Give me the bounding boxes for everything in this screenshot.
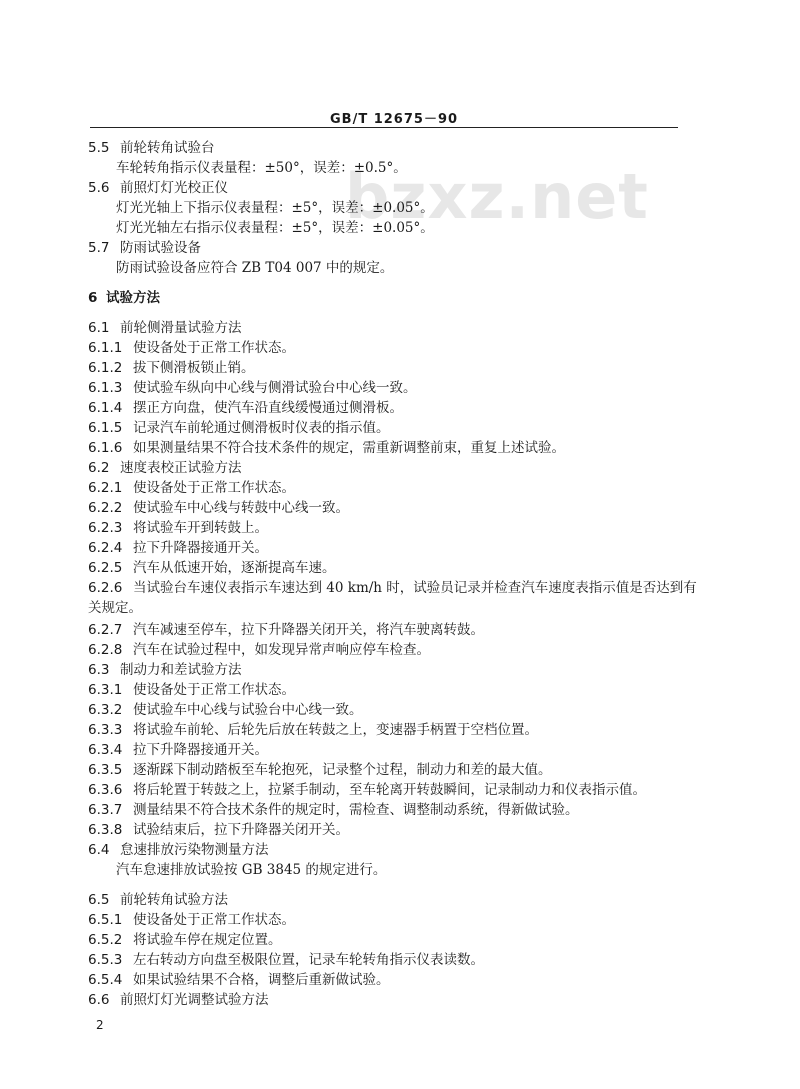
clause-text: 摆正方向盘，使汽车沿直线缓慢通过侧滑板。 — [133, 400, 403, 416]
clause-text: 左右转动方向盘至极限位置，记录车轮转角指示仪表读数。 — [133, 952, 484, 968]
clause-text: 前轮转角试验台 — [120, 140, 215, 156]
watermark: bzxz.net — [345, 160, 649, 233]
clause-number: 6.3.4 — [88, 742, 123, 758]
clause-number: 6.4 — [88, 842, 110, 858]
clause-number: 6.3.2 — [88, 702, 123, 718]
clause-text: 将试验车停在规定位置。 — [133, 932, 282, 948]
clause-number: 6.3.3 — [88, 722, 123, 738]
clause-number: 6.1.4 — [88, 400, 123, 416]
clause-text: 使设备处于正常工作状态。 — [133, 340, 295, 356]
clause-number: 6.3.7 — [88, 802, 123, 818]
header-rule — [90, 127, 678, 128]
paragraph-text: 灯光光轴上下指示仪表量程：±5°，误差：±0.05°。 — [116, 200, 434, 216]
clause-number: 6.1.2 — [88, 360, 123, 376]
clause-number: 6.2 — [88, 460, 110, 476]
clause-text: 如果测量结果不符合技术条件的规定，需重新调整前束，重复上述试验。 — [133, 440, 565, 456]
clause-number: 5.6 — [88, 180, 110, 196]
clause-text: 如果试验结果不合格，调整后重新做试验。 — [133, 972, 390, 988]
paragraph-text: 汽车怠速排放试验按 GB 3845 的规定进行。 — [116, 862, 387, 878]
clause-number: 6.1.5 — [88, 420, 123, 436]
paragraph-text: 防雨试验设备应符合 ZB T04 007 中的规定。 — [116, 260, 394, 276]
clause-text: 前照灯灯光校正仪 — [120, 180, 228, 196]
clause-number: 6.1.1 — [88, 340, 123, 356]
clause-text: 测量结果不符合技术条件的规定时，需检查、调整制动系统，得新做试验。 — [133, 802, 579, 818]
clause-text: 怠速排放污染物测量方法 — [120, 842, 269, 858]
clause-text: 将试验车前轮、后轮先后放在转鼓之上，变速器手柄置于空档位置。 — [133, 722, 538, 738]
clause-number: 6.2.1 — [88, 480, 123, 496]
clause-number: 6.2.8 — [88, 642, 123, 658]
page-number: 2 — [96, 1018, 104, 1032]
clause-text: 使试验车纵向中心线与侧滑试验台中心线一致。 — [133, 380, 417, 396]
clause-number: 6.3.8 — [88, 822, 123, 838]
clause-number: 6.1.3 — [88, 380, 123, 396]
clause-number: 6.5.1 — [88, 912, 123, 928]
section-heading: 试验方法 — [106, 290, 160, 306]
clause-text: 将试验车开到转鼓上。 — [133, 520, 268, 536]
clause-number: 6.5.3 — [88, 952, 123, 968]
clause-number: 6.6 — [88, 992, 110, 1008]
clause-number: 6.2.5 — [88, 560, 123, 576]
clause-number: 6.2.2 — [88, 500, 123, 516]
clause-text: 速度表校正试验方法 — [120, 460, 242, 476]
clause-text: 拉下升降器接通开关。 — [133, 742, 268, 758]
clause-number: 6.3.6 — [88, 782, 123, 798]
clause-text: 使设备处于正常工作状态。 — [133, 912, 295, 928]
clause-number: 5.7 — [88, 240, 110, 256]
clause-text: 使试验车中心线与转鼓中心线一致。 — [133, 500, 349, 516]
clause-text: 前轮侧滑量试验方法 — [120, 320, 242, 336]
clause-number: 6.2.3 — [88, 520, 123, 536]
clause-text: 防雨试验设备 — [120, 240, 201, 256]
paragraph-text: 灯光光轴左右指示仪表量程：±5°，误差：±0.05°。 — [116, 220, 434, 236]
clause-number: 6.2.6 — [88, 580, 123, 596]
clause-number: 5.5 — [88, 140, 110, 156]
clause-text: 试验结束后，拉下升降器关闭开关。 — [133, 822, 349, 838]
paragraph-text: 关规定。 — [88, 600, 142, 616]
document-header: GB/T 12675－90 — [330, 112, 459, 127]
clause-number: 6.1 — [88, 320, 110, 336]
clause-text: 使试验车中心线与试验台中心线一致。 — [133, 702, 363, 718]
clause-text: 汽车从低速开始，逐渐提高车速。 — [133, 560, 336, 576]
clause-text: 制动力和差试验方法 — [120, 662, 242, 678]
clause-text: 将后轮置于转鼓之上，拉紧手制动，至车轮离开转鼓瞬间，记录制动力和仪表指示值。 — [133, 782, 646, 798]
clause-number: 6.3 — [88, 662, 110, 678]
paragraph-text: 车轮转角指示仪表量程：±50°，误差：±0.5°。 — [116, 160, 407, 176]
clause-text: 记录汽车前轮通过侧滑板时仪表的指示值。 — [133, 420, 390, 436]
clause-number: 6.1.6 — [88, 440, 123, 456]
clause-text: 使设备处于正常工作状态。 — [133, 682, 295, 698]
clause-number: 6.2.7 — [88, 622, 123, 638]
clause-number: 6.5 — [88, 892, 110, 908]
clause-number: 6.3.1 — [88, 682, 123, 698]
clause-text: 拉下升降器接通开关。 — [133, 540, 268, 556]
clause-text: 拔下侧滑板锁止销。 — [133, 360, 255, 376]
clause-text: 汽车减速至停车，拉下升降器关闭开关，将汽车驶离转鼓。 — [133, 622, 484, 638]
clause-number: 6.2.4 — [88, 540, 123, 556]
clause-text: 当试验台车速仪表指示车速达到 40 km/h 时，试验员记录并检查汽车速度表指示值是否达到有 — [133, 580, 697, 596]
clause-number: 6 — [88, 290, 98, 306]
clause-number: 6.5.2 — [88, 932, 123, 948]
clause-number: 6.5.4 — [88, 972, 123, 988]
clause-text: 汽车在试验过程中，如发现异常声响应停车检查。 — [133, 642, 430, 658]
clause-number: 6.3.5 — [88, 762, 123, 778]
clause-text: 逐渐踩下制动踏板至车轮抱死，记录整个过程，制动力和差的最大值。 — [133, 762, 552, 778]
clause-text: 使设备处于正常工作状态。 — [133, 480, 295, 496]
clause-text: 前轮转角试验方法 — [120, 892, 228, 908]
clause-text: 前照灯灯光调整试验方法 — [120, 992, 269, 1008]
